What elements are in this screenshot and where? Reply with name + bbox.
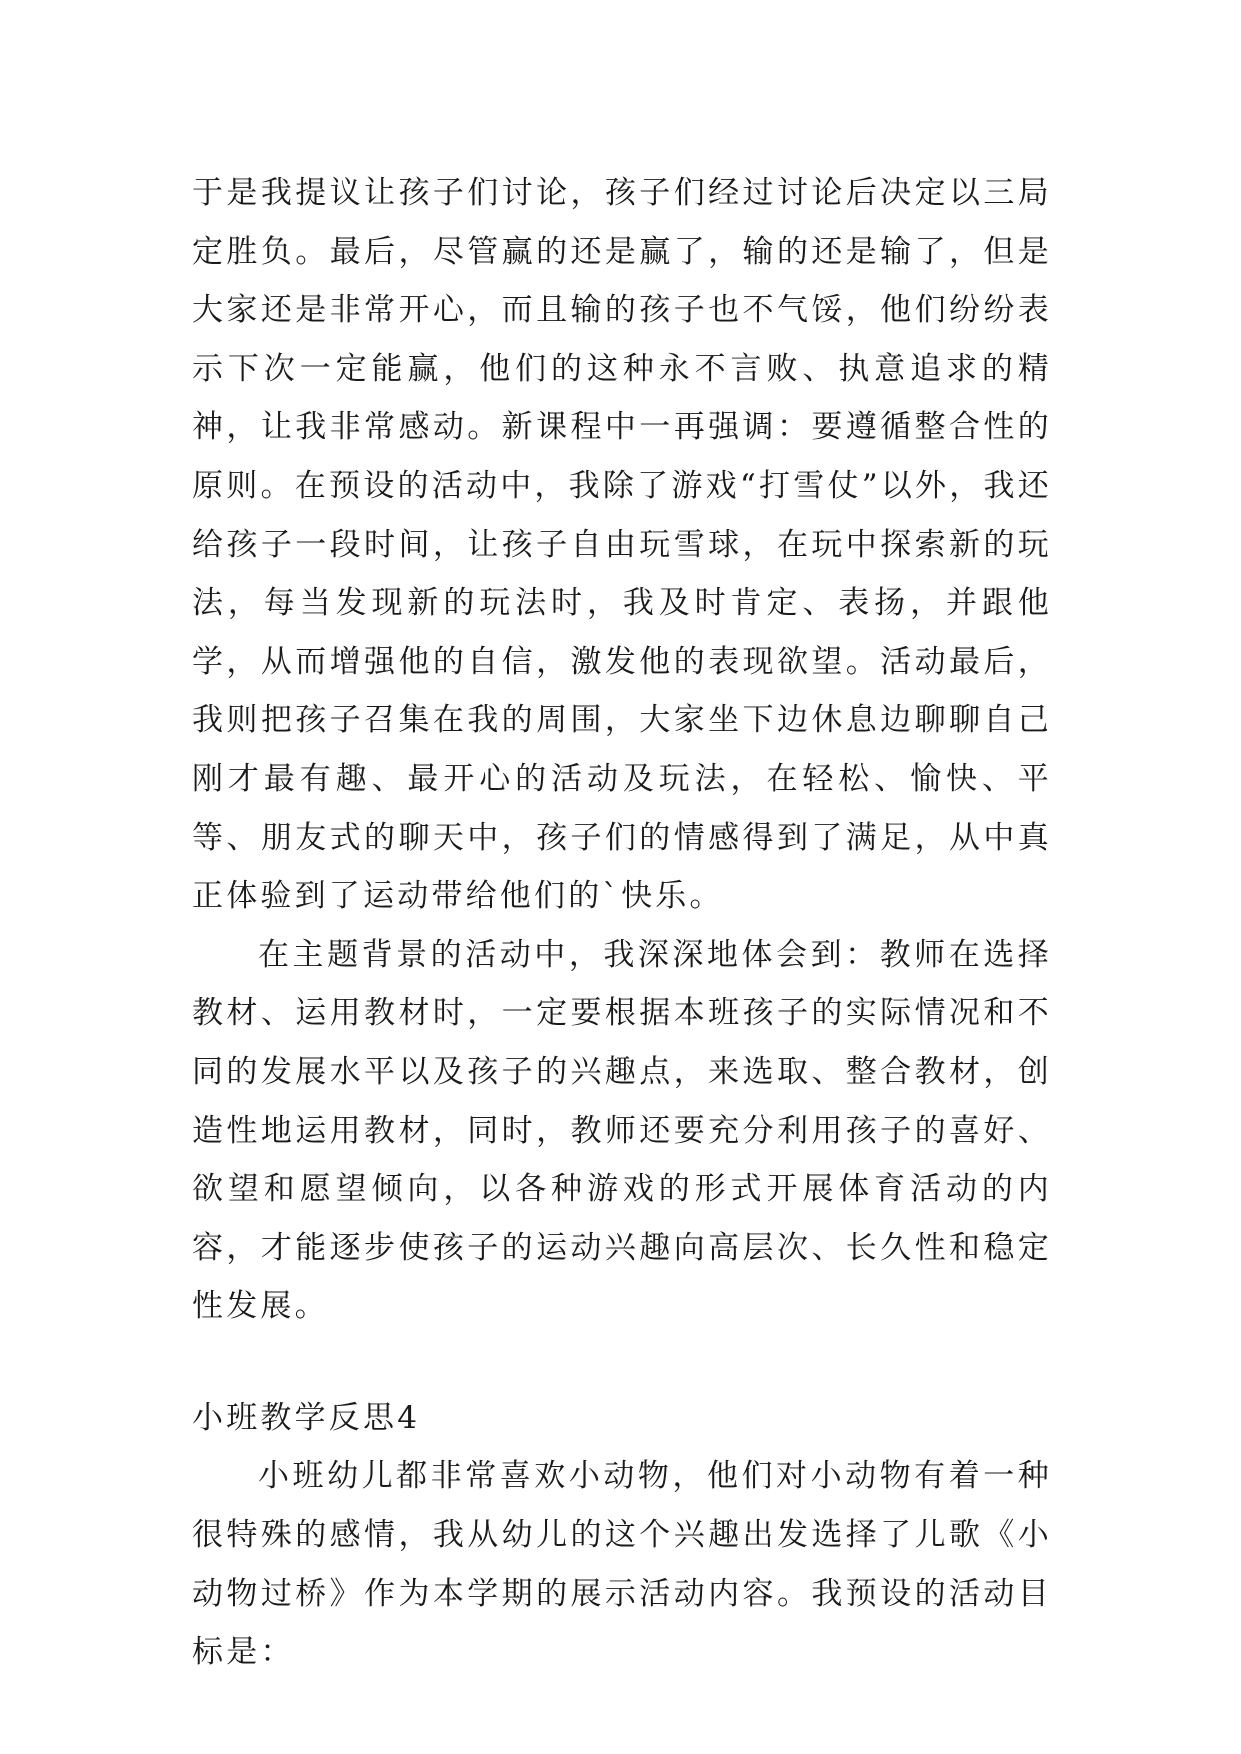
paragraph-intro: 小班幼儿都非常喜欢小动物，他们对小动物有着一种很特殊的感情，我从幼儿的这个兴趣出发选择了儿歌《小动物过桥》作为本学期的展示活动内容。我预设的活动目标是：: [192, 1458, 1052, 1671]
section-title: 小班教学反思4: [192, 1399, 421, 1436]
paragraph-reflection: 在主题背景的活动中，我深深地体会到：教师在选择教材、运用教材时，一定要根据本班孩子的实际情况和不同的发展水平以及孩子的兴趣点，来选取、整合教材，创造性地运用教材，同时，教师还要充分利用孩子的喜好、欲望和愿望倾向，以各种游戏的形式开展体育活动的内容，才能逐步使孩子的运动兴趣向高层次、长久性和稳定性发展。: [192, 936, 1052, 1325]
paragraph-continuation: 于是我提议让孩子们讨论，孩子们经过讨论后决定以三局定胜负。最后，尽管赢的还是赢了，输的还是输了，但是大家还是非常开心，而且输的孩子也不气馁，他们纷纷表示下次一定能赢，他们的这种永不言败、执意追求的精神，让我非常感动。新课程中一再强调：要遵循整合性的原则。在预设的活动中，我除了游戏“打雪仗”以外，我还给孩子一段时间，让孩子自由玩雪球，在玩中探索新的玩法，每当发现新的玩法时，我及时肯定、表扬，并跟他学，从而增强他的自信，激发他的表现欲望。活动最后，我则把孩子召集在我的周围，大家坐下边休息边聊聊自己刚才最有趣、最开心的活动及玩法，在轻松、愉快、平等、朋友式的聊天中，孩子们的情感得到了满足，从中真正体验到了运动带给他们的`快乐。: [192, 175, 1052, 915]
document-page: [192, 164, 1052, 1682]
